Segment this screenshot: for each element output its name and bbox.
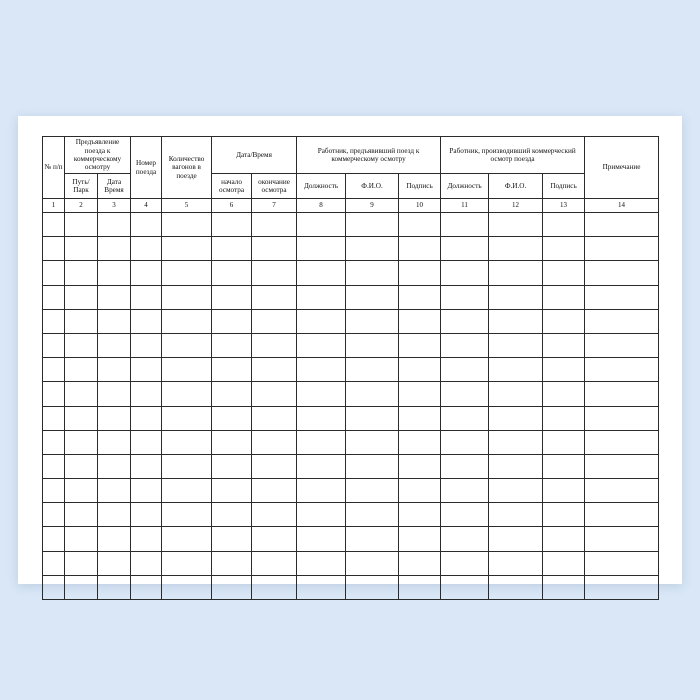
table-cell[interactable] [441,503,489,527]
table-cell[interactable] [441,237,489,261]
table-cell[interactable] [252,406,297,430]
header-worker-presenting: Работник, предъявивший поезд к коммерческому осмотру [297,137,441,174]
table-cell[interactable] [489,382,543,406]
table-cell[interactable] [297,333,346,357]
column-number: 6 [212,199,252,213]
table-cell[interactable] [162,358,212,382]
table-cell[interactable] [162,575,212,599]
column-number: 4 [131,199,162,213]
table-cell[interactable] [252,261,297,285]
table-cell[interactable] [131,261,162,285]
table-cell[interactable] [399,430,441,454]
table-cell[interactable] [131,285,162,309]
table-cell[interactable] [543,551,585,575]
table-cell[interactable] [489,454,543,478]
table-cell[interactable] [43,382,65,406]
table-cell[interactable] [441,333,489,357]
subheader-track-park: Путь/ Парк [65,174,98,199]
table-cell[interactable] [297,261,346,285]
table-cell[interactable] [98,430,131,454]
table-cell[interactable] [346,551,399,575]
table-cell[interactable] [346,309,399,333]
table-cell[interactable] [65,430,98,454]
table-row[interactable] [43,261,659,285]
table-cell[interactable] [162,333,212,357]
table-cell[interactable] [98,333,131,357]
table-cell[interactable] [543,430,585,454]
table-cell[interactable] [346,237,399,261]
table-cell[interactable] [441,213,489,237]
table-row[interactable] [43,213,659,237]
table-cell[interactable] [43,358,65,382]
table-row[interactable] [43,358,659,382]
table-cell[interactable] [585,309,659,333]
table-cell[interactable] [543,479,585,503]
header-worker-inspecting: Работник, производивший коммерческий осмотр поезда [441,137,585,174]
table-cell[interactable] [252,575,297,599]
table-cell[interactable] [399,333,441,357]
table-cell[interactable] [212,309,252,333]
table-cell[interactable] [543,503,585,527]
table-cell[interactable] [543,237,585,261]
table-cell[interactable] [346,430,399,454]
table-cell[interactable] [543,406,585,430]
column-number: 2 [65,199,98,213]
table-cell[interactable] [346,213,399,237]
table-cell[interactable] [543,358,585,382]
table-cell[interactable] [399,479,441,503]
column-number: 11 [441,199,489,213]
table-cell[interactable] [162,527,212,551]
table-cell[interactable] [98,309,131,333]
table-cell[interactable] [162,454,212,478]
table-cell[interactable] [346,454,399,478]
table-cell[interactable] [162,430,212,454]
table-cell[interactable] [297,503,346,527]
table-cell[interactable] [98,454,131,478]
table-cell[interactable] [252,430,297,454]
table-cell[interactable] [585,454,659,478]
table-cell[interactable] [252,503,297,527]
table-cell[interactable] [543,454,585,478]
table-cell[interactable] [399,575,441,599]
table-cell[interactable] [43,406,65,430]
table-cell[interactable] [252,333,297,357]
table-cell[interactable] [98,261,131,285]
table-cell[interactable] [399,213,441,237]
table-cell[interactable] [543,575,585,599]
table-cell[interactable] [543,309,585,333]
table-cell[interactable] [297,237,346,261]
table-row[interactable] [43,382,659,406]
table-cell[interactable] [489,261,543,285]
table-cell[interactable] [489,551,543,575]
table-cell[interactable] [297,479,346,503]
table-cell[interactable] [98,285,131,309]
table-cell[interactable] [98,406,131,430]
table-cell[interactable] [585,406,659,430]
table-cell[interactable] [162,213,212,237]
table-cell[interactable] [65,213,98,237]
column-number: 5 [162,199,212,213]
table-cell[interactable] [252,309,297,333]
header-date-time: Дата/Время [212,137,297,174]
table-cell[interactable] [441,406,489,430]
table-cell[interactable] [252,454,297,478]
table-cell[interactable] [585,382,659,406]
table-cell[interactable] [399,285,441,309]
table-cell[interactable] [65,406,98,430]
table-cell[interactable] [131,309,162,333]
table-cell[interactable] [585,237,659,261]
header-wagon-count: Количество вагонов в поезде [162,137,212,199]
table-cell[interactable] [441,575,489,599]
table-cell[interactable] [162,479,212,503]
column-number: 3 [98,199,131,213]
subheader-fullname-2: Ф.И.О. [489,174,543,199]
table-cell[interactable] [346,503,399,527]
table-cell[interactable] [212,479,252,503]
table-cell[interactable] [441,261,489,285]
table-cell[interactable] [297,454,346,478]
table-cell[interactable] [399,237,441,261]
table-row[interactable] [43,237,659,261]
table-cell[interactable] [399,382,441,406]
table-cell[interactable] [585,261,659,285]
table-cell[interactable] [489,575,543,599]
column-number: 13 [543,199,585,213]
table-cell[interactable] [399,527,441,551]
subheader-fullname-1: Ф.И.О. [346,174,399,199]
table-cell[interactable] [43,503,65,527]
table-cell[interactable] [399,406,441,430]
table-cell[interactable] [131,479,162,503]
table-cell[interactable] [65,333,98,357]
table-cell[interactable] [98,527,131,551]
table-cell[interactable] [65,261,98,285]
table-cell[interactable] [131,406,162,430]
table-cell[interactable] [441,551,489,575]
table-cell[interactable] [543,333,585,357]
table-cell[interactable] [212,454,252,478]
form-sheet [42,136,658,556]
table-cell[interactable] [585,333,659,357]
table-cell[interactable] [98,382,131,406]
table-row[interactable] [43,406,659,430]
table-cell[interactable] [585,285,659,309]
table-cell[interactable] [252,527,297,551]
subheader-inspection-start: начало осмотра [212,174,252,199]
table-cell[interactable] [43,333,65,357]
table-cell[interactable] [43,454,65,478]
subheader-position-2: Должность [441,174,489,199]
table-cell[interactable] [585,527,659,551]
table-cell[interactable] [131,503,162,527]
table-cell[interactable] [399,358,441,382]
table-cell[interactable] [543,285,585,309]
table-cell[interactable] [162,503,212,527]
column-number: 12 [489,199,543,213]
table-cell[interactable] [441,527,489,551]
table-cell[interactable] [212,406,252,430]
table-cell[interactable] [65,479,98,503]
subheader-position-1: Должность [297,174,346,199]
commercial-inspection-log-table [42,136,659,600]
table-cell[interactable] [43,213,65,237]
table-cell[interactable] [252,479,297,503]
table-cell[interactable] [98,213,131,237]
table-cell[interactable] [65,309,98,333]
table-cell[interactable] [65,503,98,527]
table-cell[interactable] [585,358,659,382]
table-cell[interactable] [43,309,65,333]
table-cell[interactable] [585,479,659,503]
header-row-main [43,137,659,174]
table-cell[interactable] [162,551,212,575]
table-cell[interactable] [43,285,65,309]
table-cell[interactable] [212,213,252,237]
column-number: 1 [43,199,65,213]
table-cell[interactable] [346,261,399,285]
table-cell[interactable] [399,309,441,333]
table-cell[interactable] [585,503,659,527]
header-train-number: Номер поезда [131,137,162,199]
table-cell[interactable] [131,454,162,478]
table-cell[interactable] [98,551,131,575]
table-cell[interactable] [489,503,543,527]
table-row[interactable] [43,309,659,333]
table-cell[interactable] [131,575,162,599]
table-cell[interactable] [65,237,98,261]
table-cell[interactable] [399,454,441,478]
table-cell[interactable] [212,575,252,599]
table-body [43,213,659,600]
table-cell[interactable] [585,551,659,575]
table-cell[interactable] [252,551,297,575]
table-cell[interactable] [98,358,131,382]
table-row[interactable] [43,430,659,454]
table-cell[interactable] [212,382,252,406]
table-cell[interactable] [43,261,65,285]
table-row[interactable] [43,285,659,309]
table-cell[interactable] [489,333,543,357]
header-number: № п/п [43,137,65,199]
table-cell[interactable] [162,406,212,430]
table-cell[interactable] [297,527,346,551]
column-number: 10 [399,199,441,213]
table-cell[interactable] [131,551,162,575]
table-cell[interactable] [131,358,162,382]
table-row[interactable] [43,479,659,503]
table-cell[interactable] [297,551,346,575]
table-cell[interactable] [212,333,252,357]
table-cell[interactable] [212,261,252,285]
table-cell[interactable] [131,430,162,454]
table-cell[interactable] [346,575,399,599]
table-cell[interactable] [297,430,346,454]
subheader-signature-2: Подпись [543,174,585,199]
table-cell[interactable] [43,527,65,551]
table-cell[interactable] [65,358,98,382]
table-cell[interactable] [543,382,585,406]
table-cell[interactable] [297,358,346,382]
column-number: 8 [297,199,346,213]
document-page [18,116,682,584]
table-cell[interactable] [98,237,131,261]
header-presentation: Предъявление поезда к коммерческому осмотру [65,137,131,174]
table-cell[interactable] [43,430,65,454]
table-cell[interactable] [98,479,131,503]
table-cell[interactable] [65,551,98,575]
table-cell[interactable] [585,575,659,599]
table-row[interactable] [43,503,659,527]
table-cell[interactable] [489,430,543,454]
table-cell[interactable] [162,309,212,333]
table-cell[interactable] [131,333,162,357]
table-cell[interactable] [441,382,489,406]
header-note: Примечание [585,137,659,199]
table-cell[interactable] [489,527,543,551]
table-cell[interactable] [43,479,65,503]
column-number: 14 [585,199,659,213]
table-cell[interactable] [297,213,346,237]
table-cell[interactable] [346,333,399,357]
table-cell[interactable] [297,285,346,309]
table-cell[interactable] [543,527,585,551]
table-cell[interactable] [297,406,346,430]
table-cell[interactable] [212,358,252,382]
table-cell[interactable] [252,213,297,237]
table-cell[interactable] [346,527,399,551]
table-cell[interactable] [65,454,98,478]
table-cell[interactable] [585,430,659,454]
table-cell[interactable] [43,575,65,599]
column-number-row [43,199,659,213]
table-cell[interactable] [346,358,399,382]
table-row[interactable] [43,333,659,357]
table-cell[interactable] [43,237,65,261]
table-cell[interactable] [441,479,489,503]
table-cell[interactable] [252,382,297,406]
table-cell[interactable] [441,454,489,478]
table-cell[interactable] [131,527,162,551]
table-cell[interactable] [489,237,543,261]
table-row[interactable] [43,527,659,551]
table-cell[interactable] [98,575,131,599]
table-row[interactable] [43,454,659,478]
table-cell[interactable] [131,237,162,261]
table-cell[interactable] [212,285,252,309]
table-row[interactable] [43,551,659,575]
table-cell[interactable] [131,213,162,237]
column-number: 9 [346,199,399,213]
table-cell[interactable] [212,430,252,454]
table-cell[interactable] [98,503,131,527]
table-cell[interactable] [162,261,212,285]
table-cell[interactable] [346,406,399,430]
table-cell[interactable] [399,261,441,285]
table-cell[interactable] [441,309,489,333]
table-cell[interactable] [65,382,98,406]
table-cell[interactable] [212,527,252,551]
table-cell[interactable] [252,358,297,382]
table-cell[interactable] [543,213,585,237]
table-row[interactable] [43,575,659,599]
table-cell[interactable] [346,479,399,503]
table-cell[interactable] [543,261,585,285]
table-cell[interactable] [297,382,346,406]
subheader-signature-1: Подпись [399,174,441,199]
table-cell[interactable] [441,430,489,454]
table-cell[interactable] [162,237,212,261]
table-cell[interactable] [489,285,543,309]
table-cell[interactable] [65,575,98,599]
table-cell[interactable] [489,358,543,382]
table-cell[interactable] [441,358,489,382]
table-cell[interactable] [162,382,212,406]
table-cell[interactable] [131,382,162,406]
table-cell[interactable] [585,213,659,237]
table-cell[interactable] [162,285,212,309]
subheader-inspection-end: окончание осмотра [252,174,297,199]
table-cell[interactable] [43,551,65,575]
table-cell[interactable] [489,213,543,237]
column-number: 7 [252,199,297,213]
table-cell[interactable] [212,237,252,261]
table-cell[interactable] [65,285,98,309]
table-cell[interactable] [489,406,543,430]
table-cell[interactable] [441,285,489,309]
table-cell[interactable] [297,575,346,599]
table-cell[interactable] [399,551,441,575]
table-cell[interactable] [252,237,297,261]
table-cell[interactable] [346,285,399,309]
table-cell[interactable] [489,309,543,333]
table-cell[interactable] [297,309,346,333]
table-cell[interactable] [212,503,252,527]
table-cell[interactable] [65,527,98,551]
table-cell[interactable] [252,285,297,309]
table-cell[interactable] [489,479,543,503]
subheader-date-time: Дата Время [98,174,131,199]
table-cell[interactable] [212,551,252,575]
table-cell[interactable] [399,503,441,527]
table-cell[interactable] [346,382,399,406]
